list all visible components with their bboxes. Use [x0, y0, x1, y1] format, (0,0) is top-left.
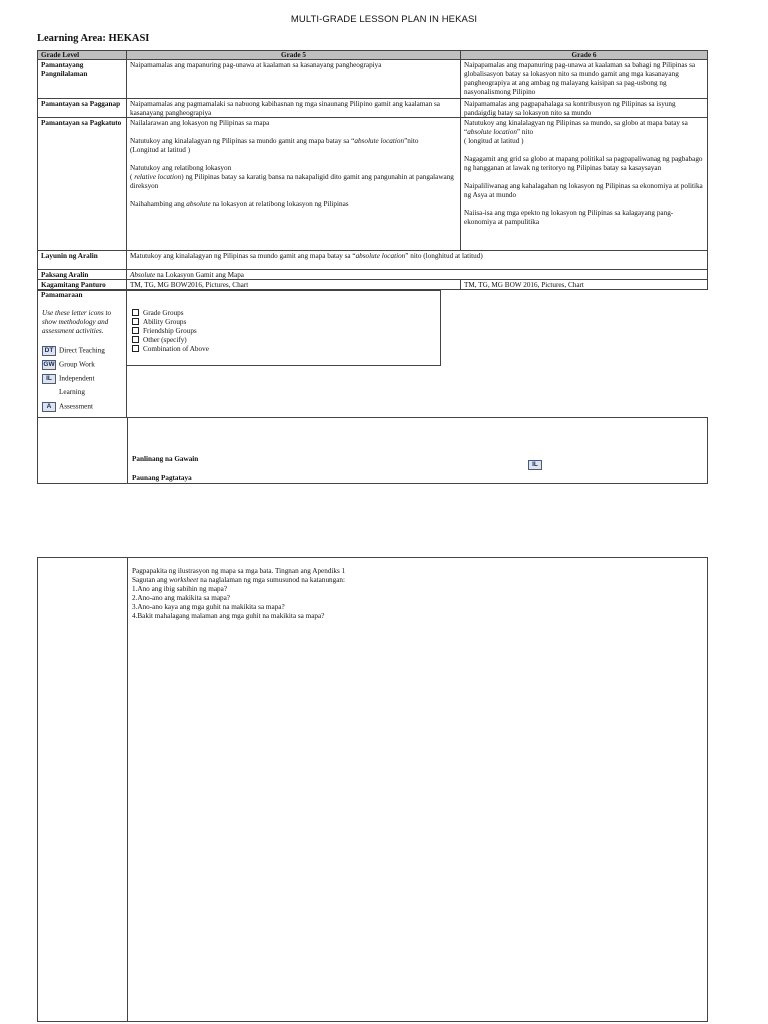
- lesson-plan-table: [37, 50, 708, 291]
- page2-table: [37, 557, 708, 1022]
- pamamaraan-label-cell: [37, 290, 127, 418]
- pamamaraan-label: Pamamaraan: [41, 291, 83, 299]
- grouping-options-box: [126, 290, 441, 366]
- pangnilalaman-grade6: Naipapamalas ang mapanuring pag-unawa at kaalaman sa bahagi ng Pilipinas sa globalisasyon batay sa lokasyon nito sa mundo gamit ang mga kasanayang pangheograpiya at ang ambag ng malayang kaisipan sa pag-usbong ng nasyonalismong Pilipino: [460, 59, 708, 99]
- header-grade-6: Grade 6: [460, 50, 708, 60]
- pagkatuto-g5-item1: Nailalarawan ang lokasyon ng Pilipinas sa mapa: [130, 119, 270, 127]
- pangnilalaman-grade5: Naipamamalas ang mapanuring pag-unawa at kaalaman sa kasanayang pangheograpiya: [126, 59, 461, 99]
- checkbox[interactable]: [132, 318, 139, 325]
- legend-learning-continued: Learning: [59, 388, 85, 396]
- checkbox[interactable]: [132, 309, 139, 316]
- panlinang-divider: [127, 418, 128, 483]
- checkbox[interactable]: [132, 336, 139, 343]
- activity-line: Sagutan ang worksheet na naglalaman ng mga sumusunod na katanungan:: [132, 576, 346, 584]
- pagkatuto-g6-item1: Natutukoy ang kinalalagyan ng Pilipinas sa mundo, sa globo at mapa batay sa “absolute location” nito ( longitud at latitud ): [464, 119, 688, 145]
- learning-area-heading: Learning Area: HEKASI: [37, 33, 150, 44]
- document-title: MULTI-GRADE LESSON PLAN IN HEKASI: [290, 14, 478, 25]
- grouping-option[interactable]: Friendship Groups: [132, 327, 209, 336]
- question-4: 4.Bakit mahalagang malaman ang mga guhit na makikita sa mapa?: [132, 612, 325, 620]
- pagganap-grade6: Naipamamalas ang pagpapahalaga sa kontribusyon ng Pilipinas sa isyung pandaigdig batay sa lokasyon nito sa mundo: [460, 98, 708, 118]
- il-icon: IL: [528, 460, 542, 470]
- row-label-paksang-aralin: Paksang Aralin: [37, 269, 127, 280]
- pagkatuto-g6-item3: Naipaliliwanag ang kahalagahan ng lokasyon ng Pilipinas sa ekonomiya at politika ng Asya at mundo: [464, 182, 703, 199]
- checkbox[interactable]: [132, 327, 139, 334]
- header-grade-5: Grade 5: [126, 50, 461, 60]
- panlinang-gawain-label: Panlinang na Gawain: [132, 455, 199, 463]
- pagkatuto-grade6: [460, 117, 708, 251]
- panlinang-section: [37, 417, 708, 484]
- legend-assessment: A Assessment: [42, 402, 93, 412]
- gw-icon: GW: [43, 361, 55, 368]
- pamamaraan-note: Use these letter icons to show methodology and assessment activities.: [42, 309, 112, 335]
- a-icon: A: [42, 402, 56, 412]
- pagganap-grade5: Naipamamalas ang pagmamalaki sa nabuong kabihasnan ng mga sinaunang Pilipino gamit ang kaalaman sa kasanayang pangheograpiya: [126, 98, 461, 118]
- row-label-pangnilalaman: Pamantayang Pangnilalaman: [37, 59, 127, 99]
- grouping-option[interactable]: Combination of Above: [132, 345, 209, 354]
- pagkatuto-g5-item3: Natutukoy ang relatibong lokasyon ( relative location) ng Pilipinas batay sa karatig bansa na nakapaligid dito gamit ang pangunahin at pangalawang direksyon: [130, 164, 454, 190]
- page2-divider: [127, 558, 128, 1021]
- question-3: 3.Ano-ano kaya ang mga guhit na makikita sa mapa?: [132, 603, 285, 611]
- grouping-option[interactable]: Grade Groups: [132, 309, 209, 318]
- il-icon: IL: [42, 374, 56, 384]
- question-1: 1.Ano ang ibig sabihin ng mapa?: [132, 585, 228, 593]
- pagkatuto-g5-item4: Naihahambing ang absolute na lokasyon at relatibong lokasyon ng Pilipinas: [130, 200, 349, 208]
- grouping-option[interactable]: Other (specify): [132, 336, 209, 345]
- row-label-layunin: Layunin ng Aralin: [37, 250, 127, 270]
- grouping-option[interactable]: Ability Groups: [132, 318, 209, 327]
- question-2: 2.Ano-ano ang makikita sa mapa?: [132, 594, 230, 602]
- layunin-value: Matutukoy ang kinalalagyan ng Pilipinas sa mundo gamit ang mapa batay sa “absolute location” nito (longhitud at latitud): [126, 250, 708, 270]
- activity-line: Pagpapakita ng ilustrasyon ng mapa sa mga bata. Tingnan ang Apendiks 1: [132, 567, 346, 575]
- row-label-pagganap: Pamantayan sa Pagganap: [37, 98, 127, 118]
- pagkatuto-g6-item2: Nagagamit ang grid sa globo at mapang politikal sa pagpapaliwanag ng pagbabago ng hangganan at lawak ng teritoryo ng Pilipinas batay sa kasaysayan: [464, 155, 703, 172]
- kagamitang-panturo-grade5: TM, TG, MG BOW2016, Pictures, Chart: [126, 279, 461, 290]
- checkbox[interactable]: [132, 345, 139, 352]
- paksang-aralin-value: Absolute na Lokasyon Gamit ang Mapa: [126, 269, 708, 280]
- row-label-kagamitang-panturo: Kagamitang Panturo: [37, 279, 127, 290]
- dt-icon: DT: [42, 346, 56, 356]
- pagkatuto-g6-item4: Naiisa-isa ang mga epekto ng lokasyon ng Pilipinas sa kalagayang pang-ekonomiya at pampulitika: [464, 209, 674, 226]
- legend-direct-teaching: DT Direct Teaching: [42, 346, 105, 356]
- kagamitang-panturo-grade6: TM, TG, MG BOW 2016, Pictures, Chart: [460, 279, 708, 290]
- page2-activity-text: [132, 567, 692, 621]
- header-grade-level: Grade Level: [37, 50, 127, 60]
- row-label-pagkatuto: Pamantayan sa Pagkatuto: [37, 117, 127, 251]
- pagkatuto-g5-item2: Natutukoy ang kinalalagyan ng Pilipinas sa mundo gamit ang mapa batay sa “absolute location”nito (Longitud at latitud ): [130, 137, 419, 154]
- paunang-pagtataya-label: Paunang Pagtataya: [132, 474, 192, 482]
- legend-group-work: GW Group Work: [43, 360, 95, 369]
- legend-independent-learning: IL Independent: [42, 374, 95, 384]
- pagkatuto-grade5: [126, 117, 461, 251]
